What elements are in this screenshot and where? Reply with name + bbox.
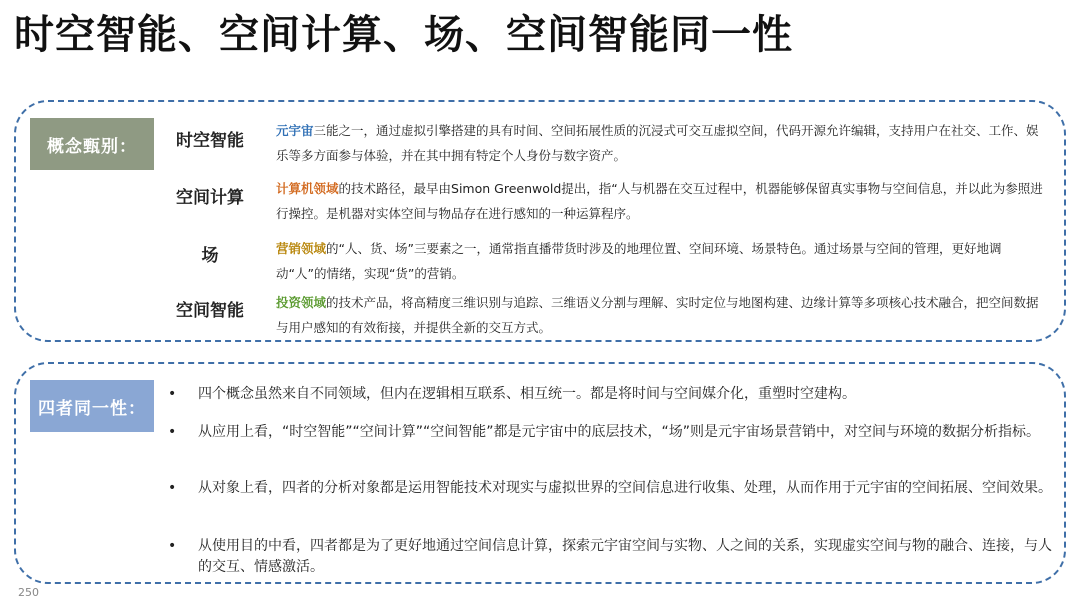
definition-text: 三能之一，通过虚拟引擎搭建的具有时间、空间拓展性质的沉浸式可交互虚拟空间，代码开源允许编辑，支持用户在社交、工作、娱乐等多方面参与体验，并在其中拥有特定个人身份与数字资产。 (276, 123, 1039, 163)
definition-text: 的“人、货、场”三要素之一，通常指直播带货时涉及的地理位置、空间环境、场景特色。通过场景与空间的管理，更好地调动“人”的情绪，实现“货”的营销。 (276, 241, 1002, 281)
definition-spatial-computing (276, 176, 1046, 226)
concept-distinction-tag: 概念甄别： (30, 118, 154, 170)
bullet-icon: • (168, 424, 177, 440)
term-spatial-computing: 空间计算 (176, 188, 244, 208)
definition-text: 的技术路径，最早由Simon Greenwold提出，指“人与机器在交互过程中，机器能够保留真实事物与空间信息，并以此为参照进行操控。是机器对实体空间与物品存在进行感知的一种运算程序。 (276, 181, 1043, 221)
bullet-text: 从使用目的中看，四者都是为了更好地通过空间信息计算，探索元宇宙空间与实物、人之间的关系，实现虚实空间与物的融合、连接，与人的交互、情感激活。 (198, 538, 1052, 575)
page-title: 时空智能、空间计算、场、空间智能同一性 (14, 12, 793, 58)
definition-spatiotemporal-intelligence (276, 118, 1046, 168)
bullet-text: 四个概念虽然来自不同领域，但内在逻辑相互联系、相互统一。都是将时间与空间媒介化，重塑时空建构。 (198, 386, 856, 402)
bullet-icon: • (168, 480, 177, 496)
highlight-marketing-field: 营销领域 (276, 241, 327, 256)
page-number: 250 (18, 586, 39, 599)
bullet-text: 从对象上看，四者的分析对象都是运用智能技术对现实与虚拟世界的空间信息进行收集、处理，从而作用于元宇宙的空间拓展、空间效果。 (198, 480, 1052, 496)
term-field: 场 (201, 246, 219, 266)
highlight-investment-field: 投资领域 (276, 295, 327, 310)
definition-field (276, 236, 1046, 286)
definition-spatial-intelligence (276, 290, 1046, 340)
bullet-icon: • (168, 538, 177, 554)
term-spatiotemporal-intelligence: 时空智能 (176, 131, 244, 151)
bullet-icon: • (168, 386, 177, 402)
highlight-metaverse: 元宇宙 (276, 123, 314, 138)
term-spatial-intelligence: 空间智能 (176, 301, 244, 321)
bullet-text: 从应用上看，“时空智能”“空间计算”“空间智能”都是元宇宙中的底层技术，“场”则是元宇宙场景营销中，对空间与环境的数据分析指标。 (198, 424, 1041, 440)
highlight-computer-field: 计算机领域 (276, 181, 339, 196)
unity-tag: 四者同一性： (30, 380, 154, 432)
definition-text: 的技术产品，将高精度三维识别与追踪、三维语义分割与理解、实时定位与地图构建、边缘计算等多项核心技术融合，把空间数据与用户感知的有效衔接，并提供全新的交互方式。 (276, 295, 1039, 335)
